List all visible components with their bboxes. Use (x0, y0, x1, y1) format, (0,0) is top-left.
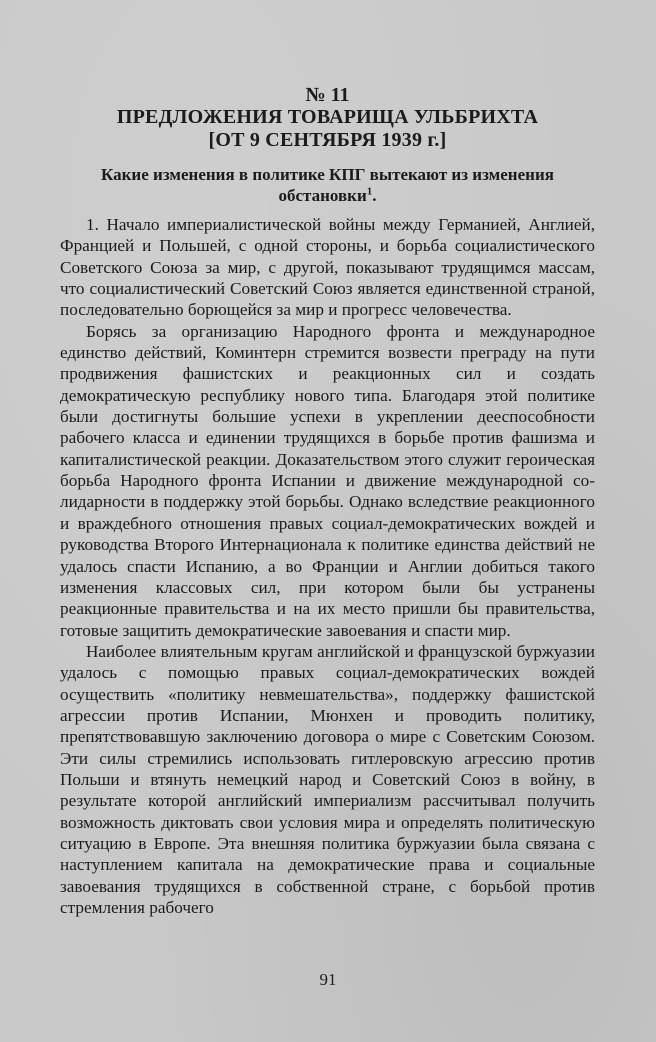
document-number: № 11 (305, 84, 350, 106)
subtitle-end: . (372, 186, 377, 205)
paragraph-1: 1. Начало империалистической войны между Германией, Англией, Францией и Польшей, с одной стороны, и борьба социалистического Советского Союза за мир, с другой, показывают трудящимся массам, что социалистический Советский Союз является единственной страной, последовательно борющейся за мир и прогресс человечества. (60, 215, 595, 320)
subtitle-text: Какие изменения в политике КПГ вытекают из изменения обстановки (101, 165, 554, 205)
paragraph-3: Наиболее влиятельным кругам английской и французской буржуазии удалось с помощью правых социал-демократических вождей осуществить «политику невмешательства», поддержку фашистской агрессии против Испании, Мюнхен и проводить политику, препятствовавшую заключению договора о мире с Советским Союзом. Эти силы стремились использовать гитлеровскую агрессию против Польши и втянуть немецкий народ и Советский Союз в войну, в результате которой английский империализм рассчитывал получить возможность диктовать свои условия мира и определять политическую ситуацию в Европе. Эта внешняя политика буржуазии была связана с наступлением капитала на демократические права и социальные завоевания трудящихся в собственной стране, с борьбой против стремления рабочего (60, 641, 595, 917)
paragraph-2: Борясь за организацию Народного фронта и международное единство действий, Коминтерн стремится возвести преграду на пути продвижения фашистских и реакционных сил и создать демократическую республику нового типа. Благодаря этой политике были достигнуты большие успехи в укреплении дееспособности рабочего класса и единении трудящихся в борьбе против фашизма и капиталистической реакции. Доказательством этого служит героическая борьба Народного фронта Испании и движение международной солидарности в поддержку этой борьбы. Однако вследствие реакционного и враждебного отношения правых социал-демократических вождей и руководства Второго Интернационала к политике единства действий не удалось спасти Испанию, а во Франции и Англии добиться такого изменения классовых сил, при котором были бы устранены реакционные правительства и на их место пришли бы правительства, готовые защитить демократические завоевания и спасти мир. (60, 321, 595, 640)
page-number: 91 (319, 970, 337, 989)
footnote-marker: 1 (366, 185, 373, 198)
section-subtitle (90, 164, 565, 206)
document-title: ПРЕДЛОЖЕНИЯ ТОВАРИЩА УЛЬБРИХТА (116, 106, 539, 128)
page-content (60, 84, 595, 918)
document-date: [ОТ 9 СЕНТЯБРЯ 1939 г.] (208, 129, 447, 151)
